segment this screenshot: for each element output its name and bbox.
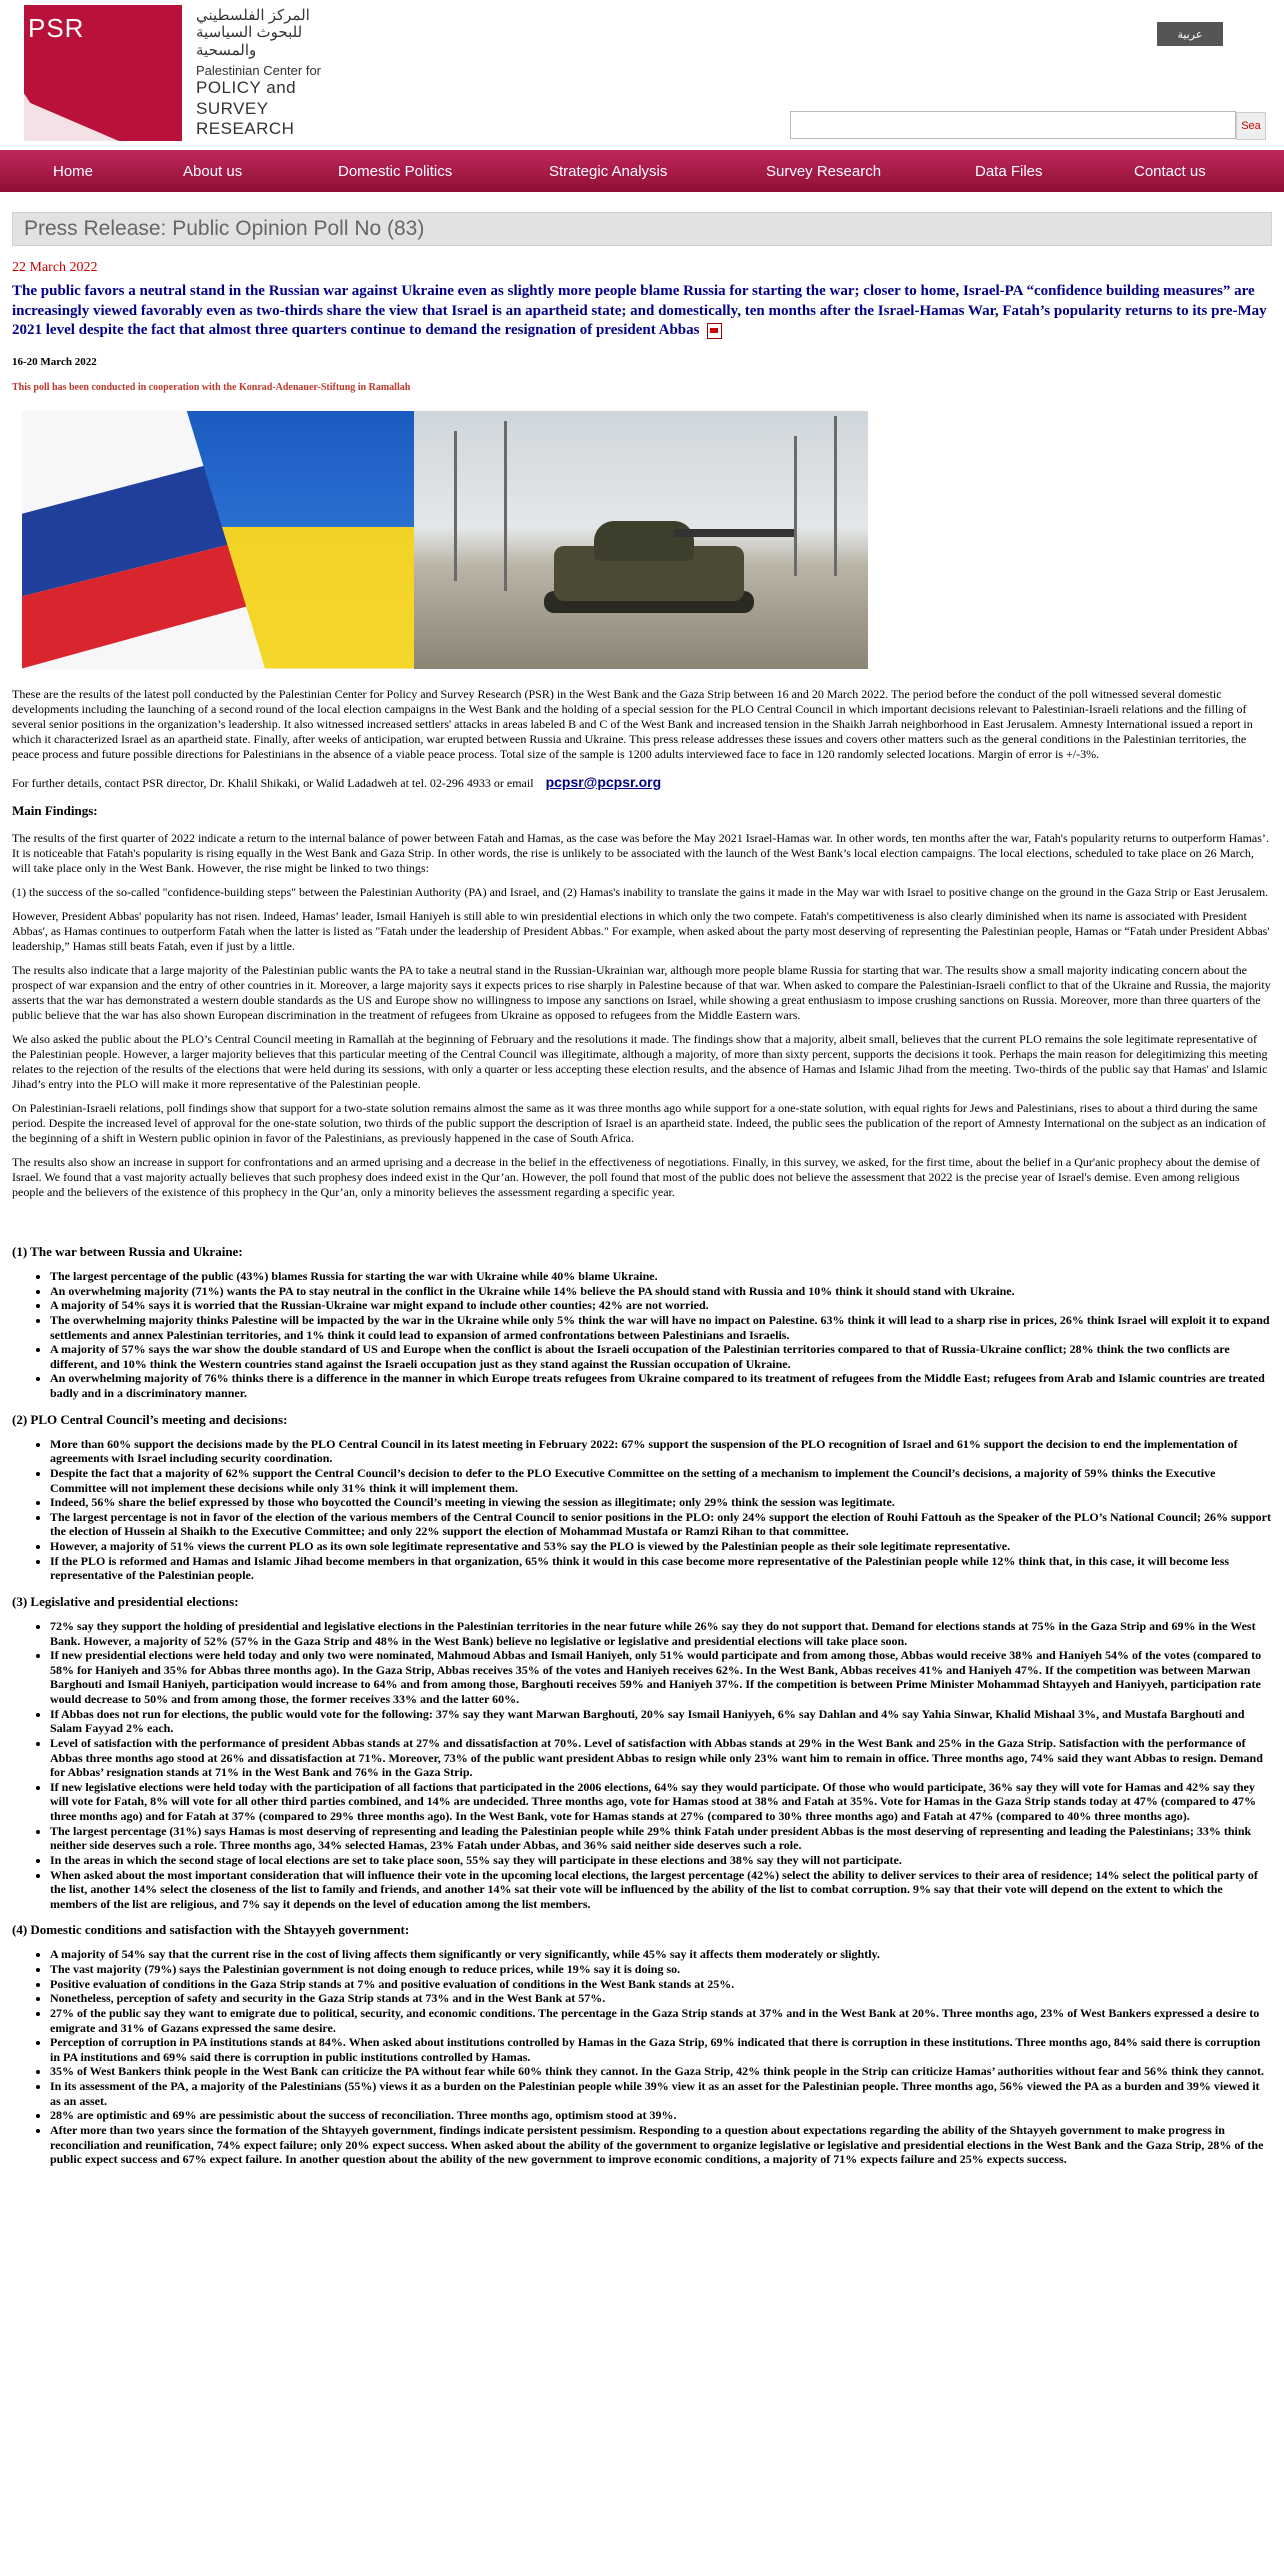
nav-home[interactable]: Home <box>53 163 94 180</box>
list-item: • More than 60% support the decisions made by the PLO Central Council in its latest meeting in February 2022: 67% support the suspension of the PLO recognition of Israel and 61% support the decision to end the implementation of agreements with Israel including security coordination. <box>50 1437 1272 1466</box>
list-item: • The overwhelming majority thinks Palestine will be impacted by the war in the Ukraine while only 5% think the war will have no impact on Palestine. 63% think it will lead to a sharp rise in prices, 26% think Israel will exploit it to expand settlements and annex Palestinian territories, and 1% think it could lead to expansion of armed confrontations between Palestinians and Israelis. <box>50 1313 1272 1342</box>
section-list <box>12 1947 1272 2166</box>
section-list <box>12 1437 1272 1583</box>
section-list <box>12 1619 1272 1912</box>
list-item: • A majority of 57% says the war show the double standard of US and Europe when the conflict is about the Israeli occupation of the Palestinian territories compared to that of Russia-Ukraine conflict; 28% think the two conflicts are different, and 10% think the Western countries stand against the Israeli occupation just as they stand against the Russian occupation of Ukraine. <box>50 1342 1272 1371</box>
section-heading: (4) Domestic conditions and satisfaction with the Shtayyeh government: <box>12 1922 410 1938</box>
main-navigation <box>0 150 1284 192</box>
finding-paragraph: However, President Abbas' popularity has not risen. Indeed, Hamas’ leader, Ismail Haniyeh is still able to win presidential elections in which only the two compete. Fatah's competitiveness is also clearly diminished when its name is associated with President Abbas', as Hamas continues to outperform Fatah when the latter is listed as "Fatah under the leadership of President Abbas." For example, when asked about the party most deserving of representing the Palestinian people, Hamas or “Fatah under President Abbas' leadership,” Hamas still beats Fatah, even if just by a little. <box>12 909 1270 953</box>
article-content <box>12 212 1272 2167</box>
section-heading: (2) PLO Central Council’s meeting and decisions: <box>12 1411 288 1427</box>
main-findings-heading: Main Findings: <box>12 803 98 818</box>
list-item: • When asked about the most important consideration that will influence their vote in the upcoming local elections, the largest percentage (42%) select the ability to deliver services to their area of residence; 14% select the political party of the list, another 14% select the closeness of the list to family and friends, and another 14% sat their vote will be influenced by the ability of the list to combat corruption. 9% say that their vote will depend on the extent to which the members of the list are religious, and 7% say it depends on the level of education among the list members. <box>50 1868 1272 1912</box>
list-item: • In its assessment of the PA, a majority of the Palestinians (55%) views it as a burden on the Palestinian people while 39% view it as an asset for the Palestinian people. Three months ago, 56% viewed the PA as a burden and 39% viewed it as an asset. <box>50 2079 1272 2108</box>
list-item: • 35% of West Bankers think people in the West Bank can criticize the PA without fear while 60% think they cannot. In the Gaza Strip, 42% think people in the Strip can criticize Hamas’ authorities without fear and 56% think they cannot. <box>50 2064 1272 2079</box>
nav-strategic-analysis[interactable]: Strategic Analysis <box>549 163 668 180</box>
nav-domestic-politics[interactable]: Domestic Politics <box>338 163 453 180</box>
logo-english-line3: SURVEY RESEARCH <box>196 98 295 139</box>
search-button[interactable]: Sea <box>1236 112 1266 140</box>
list-item: • Indeed, 56% share the belief expressed by those who boycotted the Council’s meeting in viewing the session as illegitimate; only 29% think the session was legitimate. <box>50 1495 1272 1510</box>
finding-paragraph: (1) the success of the so-called "confidence-building steps" between the Palestinian Authority (PA) and Israel, and (2) Hamas's inability to translate the gains it made in the May war with Israel to positive change on the ground in the Gaza Strip or East Jerusalem. <box>12 885 1269 899</box>
list-item: • If new presidential elections were held today and only two were nominated, Mahmoud Abbas and Ismail Haniyeh, only 51% would participate and from among those, Abbas would receive 38% and Haniyeh 54% of the votes (compared to 58% for Haniyeh and 35% for Abbas three months ago). In the Gaza Strip, Abbas receives 35% of the votes and Haniyeh receives 62%. In the West Bank, Abbas receives 41% and Haniyeh 47%. If the competition was between Marwan Barghouti and Ismail Haniyeh, participation would increase to 64% and from among those, Barghouti receives 59% and Haniyeh 37%. If the competition is between Prime Minister Mohammad Shtayyeh and Haniyyeh, participation rate would decrease to 50% and from among those, the former receives 33% and the latter 60%. <box>50 1648 1272 1707</box>
arabic-language-button[interactable]: عربية <box>1157 22 1223 46</box>
logo-english-line1: Palestinian Center for <box>196 62 322 78</box>
logo-mark <box>24 5 182 141</box>
finding-paragraph: We also asked the public about the PLO’s Central Council meeting in Ramallah at the beginning of February and the resolutions it made. The findings show that a majority, albeit small, believes that the current PLO remains the sole legitimate representative of the Palestinian people. However, a larger majority believes that this particular meeting of the Central Council was illegitimate, although a majority, of more than sixty percent, supports the decisions it took. Perhaps the main reason for delegitimizing this meeting relates to the rejection of the results of the elections that were held during its sessions, with only a quarter or less accepting these election results, and the absence of Hamas and Islamic Jihad from the meeting. Two-thirds of the public say that Hamas' and Islamic Jihad’s entry into the PLO will make it more representative of the Palestinian people. <box>12 1032 1268 1091</box>
pdf-icon[interactable] <box>707 323 722 339</box>
contact-paragraph <box>12 774 1272 792</box>
russia-ukraine-flags-image <box>22 411 414 669</box>
search-input[interactable] <box>790 111 1236 139</box>
section-heading: (1) The war between Russia and Ukraine: <box>12 1244 243 1259</box>
email-link[interactable]: pcpsr@pcpsr.org <box>545 773 662 790</box>
nav-survey-research[interactable]: Survey Research <box>766 163 882 180</box>
fieldwork-dates: 16-20 March 2022 <box>12 355 97 368</box>
list-item: • A majority of 54% says it is worried that the Russian-Ukraine war might expand to include other counties; 42% are not worried. <box>50 1298 1272 1313</box>
list-item: • If new legislative elections were held today with the participation of all factions that participated in the 2006 elections, 64% say they would participate. Of those who would participate, 36% say they will vote for Hamas and 42% say they will vote for Fatah, 8% will vote for all other third parties combined, and 14% are undecided. Three months ago, vote for Hamas stood at 38% and Fatah at 35%. Vote for Hamas in the Gaza Strip stands today at 47% (compared to 47% three months ago) and for Fatah at 37% (compared to 29% three months ago). In the West Bank, vote for Hamas stands at 27% (compared to 30% three months ago) and Fatah at 47% (compared to 40% three months ago). <box>50 1780 1272 1824</box>
list-item: • Positive evaluation of conditions in the Gaza Strip stands at 7% and positive evaluation of conditions in the West Bank stands at 25%. <box>50 1977 1272 1992</box>
list-item: • The largest percentage is not in favor of the election of the various members of the Central Council to senior positions in the PLO: only 24% support the election of Rouhi Fattouh as the Speaker of the PLO’s National Council; 26% support the election of Hussein al Shaikh to the Executive Committee; and only 22% support the election of Mohammad Mustafa or Ramzi Rihan to that committee. <box>50 1510 1272 1539</box>
intro-paragraph: These are the results of the latest poll conducted by the Palestinian Center for Policy and Survey Research (PSR) in the West Bank and the Gaza Strip between 16 and 20 March 2022. The period before the conduct of the poll witnessed several domestic developments including the launching of a second round of the local election campaigns in the West Bank and the holding of a special session for the PLO Central Council in which important decisions relevant to Palestinian-Israeli relations and the filling of several senior positions in the organization’s leadership. It also witnessed increased settlers' attacks in areas labeled B and C of the West Bank and increased tension in the Shaikh Jarrah neighborhood in East Jerusalem. Amnesty International issued a report in which it characterized Israel as an apartheid state. Finally, after weeks of anticipation, war erupted between Russia and Ukraine. This press release addresses these issues and covers other matters such as the general conditions in the Palestinian territories, the peace process and future possible directions for Palestinians in the absence of a viable peace process. Total size of the sample is 1200 adults interviewed face to face in 120 randomly selected locations. Margin of error is +/-3%. <box>12 686 1253 761</box>
list-item: • In the areas in which the second stage of local elections are set to take place soon, 55% say they will participate in these elections and 38% say they will not participate. <box>50 1853 1272 1868</box>
headline-text: The public favors a neutral stand in the Russian war against Ukraine even as slightly more people blame Russia for starting the war; closer to home, Israel-PA “confidence building measures” are increasingly viewed favorably even as two-thirds share the view that Israel is an apartheid state; and domestically, ten months after the Israel-Hamas War, Fatah’s popularity returns to its pre-May 2021 level despite the fact that almost three quarters continue to demand the resignation of president Abbas <box>12 283 1267 338</box>
list-item: • 28% are optimistic and 69% are pessimistic about the success of reconciliation. Three months ago, optimism stood at 39%. <box>50 2108 1272 2123</box>
psr-logo[interactable] <box>24 5 346 141</box>
cooperation-note: This poll has been conducted in cooperation with the Konrad-Adenauer-Stiftung in Ramallah <box>12 381 411 393</box>
list-item: • The largest percentage of the public (43%) blames Russia for starting the war with Ukraine while 40% blame Ukraine. <box>50 1269 1272 1284</box>
headline <box>12 282 1272 341</box>
logo-abbr: PSR <box>28 13 85 43</box>
list-item: • Perception of corruption in PA institutions stands at 84%. When asked about institutions controlled by Hamas in the Gaza Strip, 69% indicated that there is corruption in these institutions. Three months ago, 84% said there is corruption in PA institutions and 69% said there is corruption in public institutions controlled by Hamas. <box>50 2035 1272 2064</box>
release-date: 22 March 2022 <box>12 260 98 275</box>
list-item: • An overwhelming majority (71%) wants the PA to stay neutral in the conflict in the Ukraine while 14% believe the PA should stand with Russia and 10% think it should stand with Ukraine. <box>50 1284 1272 1299</box>
logo-arabic: المركز الفلسطيني للبحوث السياسية والمسحية <box>196 7 310 59</box>
list-item: • 72% say they support the holding of presidential and legislative elections in the Palestinian territories in the near future while 26% say they do not support that. Demand for elections stands at 75% in the Gaza Strip and 69% in the West Bank. However, a majority of 52% (57% in the Gaza Strip and 48% in the West Bank) believe no legislative or legislative and presidential elections will take place soon. <box>50 1619 1272 1648</box>
finding-paragraph: The results also show an increase in support for confrontations and an armed uprising and a decrease in the belief in the effectiveness of negotiations. Finally, in this survey, we asked, for the first time, about the belief in a Qur'anic prophecy about the demise of Israel. We found that a vast majority actually believes that such prophesy does indeed exist in the Qur’an. However, the poll found that most of the public does not believe the assessment that 2022 is the precise year of Israel's demise. Even among religious people and the believers of the existence of this prophecy in the Qur’an, only a minority believes the assessment regarding a specific year. <box>12 1155 1261 1199</box>
list-item: • However, a majority of 51% views the current PLO as its own sole legitimate representative and 53% say the PLO is viewed by the Palestinian people as their sole legitimate representative. <box>50 1539 1272 1554</box>
list-item: • After more than two years since the formation of the Shtayyeh government, findings indicate persistent pessimism. Responding to a question about expectations regarding the ability of the Shtayyeh government to make progress in reconciliation and reunification, 74% expect failure; only 20% expect success. When asked about the ability of the government to organize legislative or legislative and presidential elections in the West Bank and the Gaza Strip, 28% of the public expect success and 67% expect failure. In another question about the ability of the new government to improve economic conditions, a majority of 71% expects failure and 25% expects success. <box>50 2123 1272 2167</box>
site-header <box>0 0 1284 150</box>
nav-data-files[interactable]: Data Files <box>975 163 1043 180</box>
article-images <box>12 411 1272 671</box>
list-item: • The largest percentage (31%) says Hamas is most deserving of representing and leading the Palestinian people while 29% think Fatah under president Abbas is the most deserving of representing and leading the Palestinians; 33% think neither side deserves such a role. Three months ago, 34% selected Hamas, 23% Fatah under Abbas, and 36% said neither side deserves such a role. <box>50 1824 1272 1853</box>
finding-paragraph: The results of the first quarter of 2022 indicate a return to the internal balance of power between Fatah and Hamas, as the case was before the May 2021 Israel-Hamas war. In other words, ten months after the war, Fatah's popularity returns to outperform Hamas’. It is noticeable that Fatah's popularity is rising equally in the West Bank and Gaza Strip. In other words, the rise is unlikely to be associated with the launch of the West Bank’s local election campaigns. The local elections, scheduled to take place on 26 March, will take place only in the West Bank. However, the rise might be linked to two things: <box>12 831 1269 875</box>
nav-contact-us[interactable]: Contact us <box>1134 163 1206 180</box>
section-heading: (3) Legislative and presidential elections: <box>12 1593 239 1609</box>
list-item: • The vast majority (79%) says the Palestinian government is not doing enough to reduce prices, while 19% say it is doing so. <box>50 1962 1272 1977</box>
list-item: • A majority of 54% say that the current rise in the cost of living affects them significantly or very significantly, while 45% say it affects them moderately or slightly. <box>50 1947 1272 1962</box>
finding-paragraph: On Palestinian-Israeli relations, poll findings show that support for a two-state solution remains almost the same as it was three months ago while support for a one-state solution, with equal rights for Jews and Palestinians, rises to about a third during the same period. Despite the increased level of approval for the one-state solution, two thirds of the public support the description of Israel is an apartheid state. Indeed, the public sees the publication of the report of Amnesty International on the subject as an indication of the beginning of a shift in Western public opinion in favor of the Palestinians, as previously happened in the case of South Africa. <box>12 1101 1266 1145</box>
nav-about-us[interactable]: About us <box>183 163 243 180</box>
list-item: • Level of satisfaction with the performance of president Abbas stands at 27% and dissatisfaction at 70%. Level of satisfaction with Abbas stands at 29% in the West Bank and 25% in the Gaza Strip. Satisfaction with the performance of Abbas three months ago stood at 26% and dissatisfaction at 71%. Moreover, 73% of the public want president Abbas to resign while only 23% want him to remain in office. Three months ago, 74% said they want Abbas to resign. Demand for Abbas’ resignation stands at 71% in the West Bank and 76% in the Gaza Strip. <box>50 1736 1272 1780</box>
finding-paragraph: The results also indicate that a large majority of the Palestinian public wants the PA to take a neutral stand in the Russian-Ukrainian war, although more people blame Russia for starting that war. The results show a small majority indicating concern about the prospect of war expansion and the entry of other countries in it. Moreover, a large majority says it expects prices to rise sharply in Palestine because of that war. When asked to compare the Palestinian-Israeli conflict to that of the Ukraine and Russia, the majority asserts that the war has demonstrated a western double standards as the US and Europe show no willingness to impose any sanctions on Israel, while showing a great enthusiasm to impose crushing sanctions on Russia. Moreover, more than three quarters of the public believe that the war has also shown European discrimination in the treatment of refugees from Ukraine as opposed to refugees from the Middle Eastern wars. <box>12 963 1271 1022</box>
list-item: • Despite the fact that a majority of 62% support the Central Council’s decision to defer to the PLO Executive Committee on the setting of a mechanism to implement the Council’s decisions, a majority of 59% thinks the Executive Committee will not implement these decisions while only 31% think it will implement them. <box>50 1466 1272 1495</box>
tank-photo <box>414 411 868 669</box>
list-item: • If Abbas does not run for elections, the public would vote for the following: 37% say they want Marwan Barghouti, 20% say Ismail Haniyyeh, 6% say Dahlan and 4% say Yahia Sinwar, Khalid Mishaal 3%, and Mustafa Barghouti and Salam Fayyad 2% each. <box>50 1707 1272 1736</box>
list-item: • 27% of the public say they want to emigrate due to political, security, and economic conditions. The percentage in the Gaza Strip stands at 37% and in the West Bank at 20%. Three months ago, 23% of West Bankers expressed a desire to emigrate and 31% of Gazans expressed the same desire. <box>50 2006 1272 2035</box>
section-list <box>12 1269 1272 1401</box>
list-item: • An overwhelming majority of 76% thinks there is a difference in the manner in which Europe treats refugees from Ukraine compared to its treatment of refugees from the Middle East; refugees from Arab and Islamic countries are treated badly and in a discriminatory manner. <box>50 1371 1272 1400</box>
page-title: Press Release: Public Opinion Poll No (83) <box>12 212 1272 246</box>
logo-english-line2: POLICY and <box>196 78 297 98</box>
contact-text: For further details, contact PSR director, Dr. Khalil Shikaki, or Walid Ladadweh at tel. 02-296 4933 or email <box>12 775 534 790</box>
logo-text <box>196 7 356 140</box>
list-item: • Nonetheless, perception of safety and security in the Gaza Strip stands at 73% and in the West Bank at 57%. <box>50 1991 1272 2006</box>
list-item: • If the PLO is reformed and Hamas and Islamic Jihad become members in that organization, 65% think it would in this case become more representative of the Palestinian people while 12% think that, in this case, it will become less representative of the Palestinian people. <box>50 1554 1272 1583</box>
